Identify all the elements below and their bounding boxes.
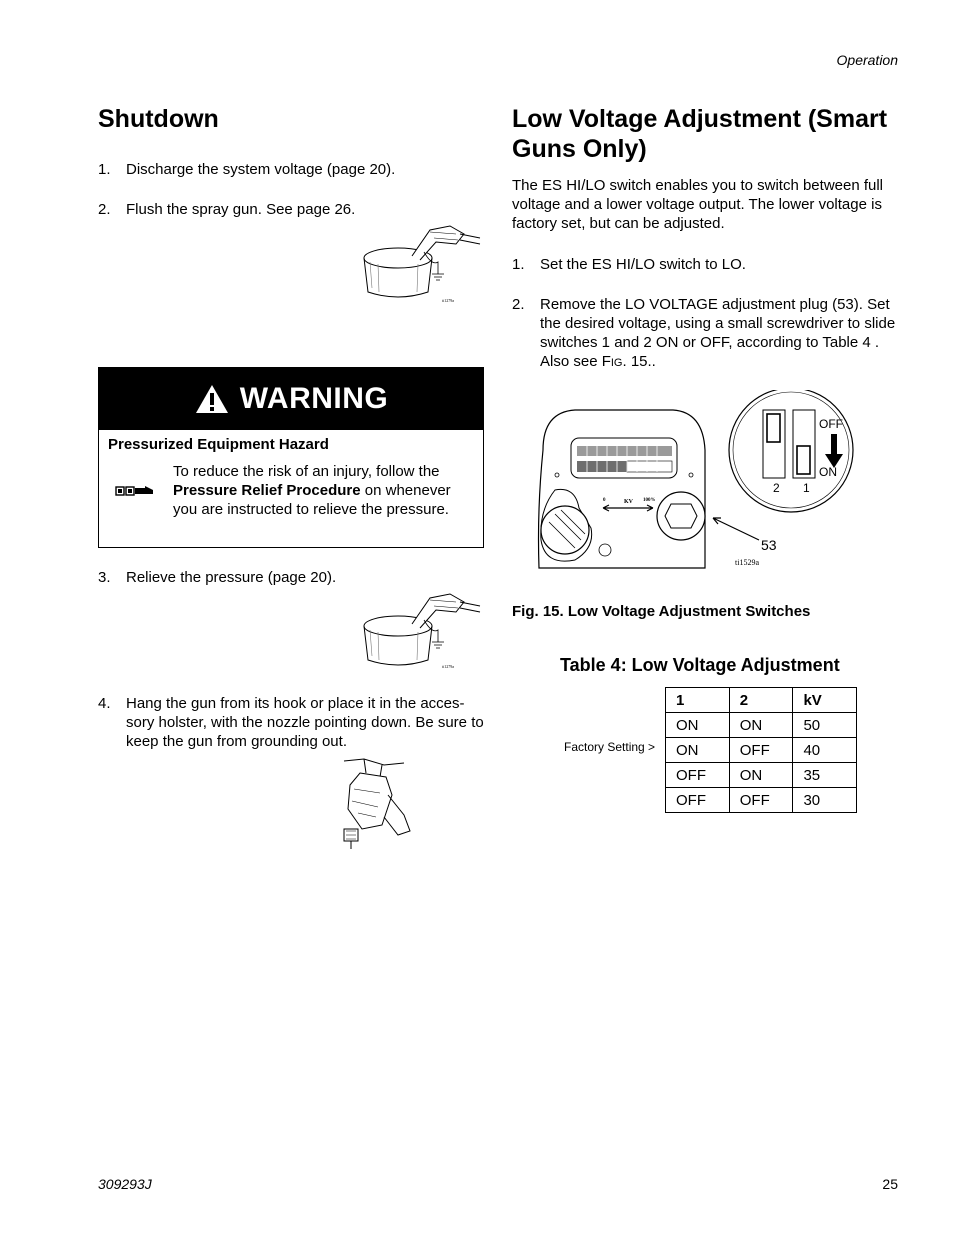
figure-code: ti1279a	[442, 298, 454, 303]
table-cell: 35	[793, 763, 857, 788]
figure-code: ti1529a	[735, 558, 759, 567]
table-header-cell: 2	[729, 688, 793, 713]
step-number: 4.	[98, 695, 111, 712]
table-cell: ON	[729, 763, 793, 788]
table-header-cell: kV	[793, 688, 857, 713]
step-number: 1.	[512, 256, 525, 273]
pressure-relief-procedure-ref: Pressure Relief Procedure	[173, 482, 361, 499]
step-text: Discharge the system voltage (page 20).	[126, 161, 396, 178]
low-voltage-step-2	[512, 295, 902, 373]
plug-reference-number: 53	[761, 537, 777, 553]
table-cell: 30	[793, 788, 857, 813]
step-text: Flush the spray gun. See page 26.	[126, 201, 356, 218]
table-row	[666, 738, 857, 763]
table-cell: OFF	[729, 738, 793, 763]
plug-leader-line	[713, 518, 759, 540]
hazard-title: Pressurized Equipment Hazard	[108, 436, 329, 453]
figure-code: ti1279a	[442, 664, 454, 669]
switch-off-label: OFF	[819, 417, 843, 431]
switch-2-slider	[767, 414, 780, 442]
warning-header	[99, 368, 483, 430]
shutdown-step-2	[98, 200, 488, 219]
warning-box	[98, 367, 484, 548]
factory-setting-label: Factory Setting >	[564, 740, 656, 754]
step-number: 2.	[98, 201, 111, 218]
table-row	[666, 788, 857, 813]
table-header-row	[666, 688, 857, 713]
step-number: 1.	[98, 161, 111, 178]
shutdown-title: Shutdown	[98, 105, 219, 133]
switch-1-slider	[797, 446, 810, 474]
table-header-cell: 1	[666, 688, 730, 713]
shutdown-step-1	[98, 160, 488, 179]
warning-text: To reduce the risk of an injury, follow the Pressure Relief Procedure on whenever you are instructed to relieve the pressure.	[173, 463, 451, 518]
page-number: 25	[882, 1176, 898, 1192]
flush-gun-illustration	[360, 222, 482, 304]
running-header: Operation	[836, 52, 898, 68]
step-text: Set the ES HI/LO switch to LO.	[540, 256, 746, 273]
low-voltage-step-1	[512, 255, 902, 274]
figure-caption: Fig. 15. Low Voltage Adjustment Switches	[512, 603, 811, 620]
warning-title: WARNING	[239, 382, 389, 415]
table-row	[666, 763, 857, 788]
switch-1-label: 1	[803, 481, 810, 495]
table-cell: OFF	[729, 788, 793, 813]
lo-voltage-plug	[657, 492, 705, 540]
gauge-max-label: 100%	[643, 498, 656, 503]
gun-hanging-illustration	[334, 755, 414, 850]
relieve-pressure-illustration	[360, 590, 482, 672]
low-voltage-intro: The ES HI/LO switch enables you to switch between full voltage and a lower voltage output. The lower voltage is factory set, but can be adjusted.	[512, 177, 884, 232]
table-cell: 40	[793, 738, 857, 763]
table-cell: ON	[666, 713, 730, 738]
table-row	[666, 713, 857, 738]
low-voltage-table	[665, 687, 857, 813]
low-voltage-title: Low Voltage Adjustment (Smart Guns Only)	[512, 105, 888, 163]
gauge-kv-label: KV	[624, 499, 633, 505]
table-cell: ON	[666, 738, 730, 763]
table-cell: OFF	[666, 788, 730, 813]
table-cell: 50	[793, 713, 857, 738]
gauge-min-label: 0	[603, 498, 606, 503]
shutdown-step-3	[98, 568, 488, 587]
table-title: Table 4: Low Voltage Adjustment	[560, 655, 840, 675]
table-cell: OFF	[666, 763, 730, 788]
table-cell: ON	[729, 713, 793, 738]
warning-triangle-icon	[194, 383, 230, 415]
document-number: 309293J	[98, 1176, 152, 1192]
switch-2-label: 2	[773, 481, 780, 495]
switch-on-label: ON	[819, 465, 837, 479]
step-number: 2.	[512, 296, 525, 313]
step-text: Hang the gun from its hook or place it in the acces-sory holster, with the nozzle pointing down. Be sure to keep the gun from grounding out.	[126, 695, 484, 750]
low-voltage-switch-figure	[535, 390, 875, 570]
shutdown-step-4	[98, 694, 484, 751]
dip-switch-inset	[729, 390, 853, 512]
step-text: Relieve the pressure (page 20).	[126, 569, 337, 586]
step-text: Remove the LO VOLTAGE adjustment plug (53). Set the desired voltage, using a small screwdriver to slide switches 1 and 2 ON or OFF, according to Table 4 . Also see FIG. 15..	[540, 296, 896, 370]
pressure-relief-icon	[115, 484, 155, 502]
step-number: 3.	[98, 569, 111, 586]
